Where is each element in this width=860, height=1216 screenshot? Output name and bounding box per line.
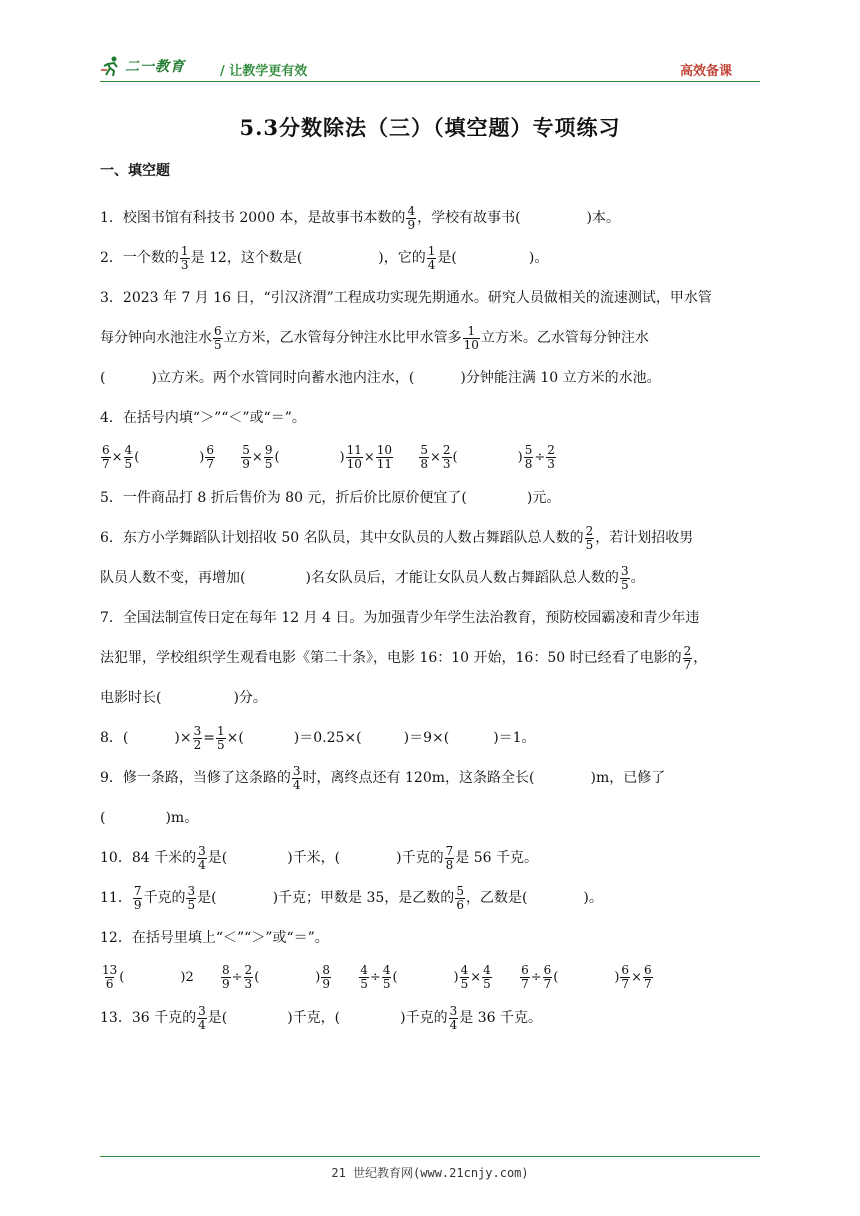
question-text: )分。 [233,690,267,706]
question-text: ，若计划招收男 [595,530,694,546]
brand-name: 二一教育 [125,59,185,75]
numerator: 8 [322,963,330,977]
numerator: 6 [214,323,222,338]
denominator: 7 [683,657,692,672]
question-text: )名女队员后，才能让女队员人数占舞蹈队总人数的 [305,570,619,586]
denominator: 9 [407,217,416,232]
numerator: 4 [407,203,416,218]
question-text: × [631,970,642,985]
fraction [460,964,470,991]
question-text: ) [180,970,186,985]
numerator: 3 [187,883,196,898]
numerator: 4 [382,963,391,977]
numerator: 2 [442,443,451,457]
denominator: 4 [292,777,301,792]
page-title: 5.3分数除法（三）（填空题）专项练习 [239,115,621,140]
question-text: )分钟能注满 10 立方米的水池。 [460,370,661,386]
numerator: 5 [456,883,464,898]
fraction [221,964,231,991]
question-text: 5．一件商品打 8 折后售价为 80 元，折后价比原价便宜了( [100,490,467,506]
numerator: 9 [264,443,273,457]
numerator: 3 [198,843,206,858]
numerator: 6 [643,963,652,977]
numerator: 7 [445,843,454,858]
fraction [101,964,118,991]
question-text: 立方米。乙水管每分钟注水 [480,330,649,346]
question-text: )千克；甲数是 35，是乙数的 [272,890,455,906]
question-text: ( [553,970,559,985]
page-header [100,52,760,82]
denominator: 8 [524,457,533,471]
brand-logo [100,54,185,78]
numerator: 6 [206,443,214,457]
numerator: 4 [460,963,469,977]
fraction [520,964,530,991]
fraction [216,725,226,752]
question-text: 8．( [100,730,129,746]
fraction [524,444,534,471]
header-tag: 高效备课 [679,64,732,79]
denominator: 9 [322,977,330,991]
question-1 [100,198,765,238]
fraction [197,1005,207,1032]
question-5 [100,478,765,518]
question-text: × [363,450,375,465]
numerator: 3 [620,563,629,578]
fraction [442,444,452,471]
numerator: 3 [193,723,202,738]
footer-divider [100,1156,760,1157]
denominator: 10 [346,457,362,471]
question-text: )千米，( [287,850,341,866]
numerator: 7 [133,883,142,898]
question-text: 是( [207,850,228,866]
question-text: 。 [630,570,645,586]
numerator: 4 [483,963,491,977]
denominator: 6 [456,897,464,912]
numerator: 4 [124,443,133,457]
denominator: 5 [382,977,391,991]
denominator: 4 [198,857,206,872]
fraction [585,525,595,552]
fraction [683,645,693,672]
fraction [205,444,215,471]
numerator: 3 [449,1003,458,1018]
question-text: 1．校图书馆有科技书 2000 本，是故事书本数的 [100,210,406,226]
question-text: )m，已修了 [590,770,666,786]
fraction [643,964,653,991]
denominator: 9 [222,977,230,991]
denominator: 7 [206,457,214,471]
denominator: 9 [242,457,250,471]
question-text: 2 [185,970,194,985]
denominator: 8 [445,857,454,872]
numerator: 6 [521,963,529,977]
denominator: 7 [643,977,652,991]
numerator: 1 [467,323,476,338]
question-8 [100,718,765,758]
runner-logo-icon [100,55,122,77]
question-text: ，乙数是( [465,890,528,906]
question-text: ，学校有故事书( [417,210,521,226]
denominator: 5 [264,457,273,471]
question-text: ( [119,970,125,985]
fraction [419,444,429,471]
denominator: 5 [483,977,491,991]
fraction [213,325,223,352]
question-7: 7．全国法制宣传日定在每年 12 月 4 日。为加强青少年学生法治教育，预防校园霸凌和青少年违 法犯罪，学校组织学生观看电影《第二十条》，电影 16：10 开始，16：50 时已经看了电影的 $\frac{2}{7}$ ， 电影时长( )分。 [100,610,708,706]
question-text: ) [517,450,523,465]
numerator: 2 [585,523,594,538]
fraction [455,885,465,912]
question-4: 4．在括号内填“＞”“＜”或“＝”。 $\frac{6}{7}$ × $\frac{4}{5}$ ( ) $\frac{6}{7}$ $\frac{5}{9}$ × $\frac{9}{5}$ ( ) $\frac{11}{10}$ × $\frac{10}{11}$ $\frac{5}{8}$ × $\frac{2}{3}$ ( ) $\frac{5}{8}$ ÷ $\frac{2}{3}$ [100,410,555,471]
fraction [620,565,630,592]
question-text: )千克，( [287,1010,341,1026]
numerator: 11 [346,443,362,457]
section-heading: 一、填空题 [100,163,170,179]
numerator: 13 [102,963,118,977]
question-text: 每分钟向水池注水 [100,330,212,346]
numerator: 2 [683,643,692,658]
question-9 [100,758,765,838]
question-text: )。 [583,890,603,906]
denominator: 8 [420,457,428,471]
question-text: ( [274,450,280,465]
fraction [449,1005,459,1032]
question-text: 队员人数不变，再增加( [100,570,246,586]
question-10 [100,838,765,878]
footer-text: 21 世纪教育网(www.21cnjy.com) [331,1166,529,1180]
fraction [180,245,190,272]
numerator: 5 [420,443,428,457]
question-text: ( [254,970,260,985]
question-text: 千克的 [143,890,186,906]
question-text: ÷ [369,970,381,985]
denominator: 3 [547,457,555,471]
question-text: )。 [528,250,549,266]
fraction [321,964,331,991]
fraction [463,325,480,352]
question-text: ) [315,970,321,985]
question-12: 12．在括号里填上“＜”“＞”或“＝”。 $\frac{13}{6}$ ( )2 $\frac{8}{9}$ ÷ $\frac{2}{3}$ ( ) $\frac{8}{9}$ $\frac{4}{5}$ ÷ $\frac{4}{5}$ ( ) $\frac{4}{5}$ × $\frac{4}{5}$ $\frac{6}{7}$ ÷ $\frac{6}{7}$ ( ) $\frac{6}{7}$ × $\frac{6}{7}$ [100,930,652,991]
denominator: 7 [621,977,630,991]
denominator: 5 [124,457,133,471]
question-text: ÷ [530,970,542,985]
fraction [543,964,553,991]
fraction [264,444,274,471]
question-3: 3．2023 年 7 月 16 日，“引汉济渭”工程成功实现先期通水。研究人员做相关的流速测试，甲水管 每分钟向水池注水 $\frac{6}{5}$ 立方米，乙水管每分钟注水比甲水管多 $\frac{1}{10}$ 立方米。乙水管每分钟注水 ( )立方米。两个水管同时向蓄水池内注水，( )分钟能注满 10 立方米的水池。 [100,290,712,386]
numerator: 4 [360,963,368,977]
denominator: 3 [244,977,253,991]
numerator: 2 [547,443,555,457]
question-text: × [251,450,263,465]
question-text: )立方米。两个水管同时向蓄水池内注水，( [151,370,415,386]
question-text: 是( [207,1010,228,1026]
fraction [445,845,455,872]
denominator: 5 [214,337,222,352]
question-text: 是 12，这个数是( [190,250,303,266]
numerator: 1 [427,243,436,258]
question-text: )本。 [586,210,621,226]
question-text: 是 56 千克。 [455,850,538,866]
question-2 [100,238,765,278]
fraction [133,885,143,912]
question-text: )＝9×( [403,730,450,746]
numerator: 3 [292,763,301,778]
question-text: 11． [100,890,132,906]
fraction [482,964,492,991]
question-text: )千克的 [396,850,444,866]
fraction [359,964,369,991]
question-text: ( [100,370,106,386]
question-text: 法犯罪，学校组织学生观看电影《第二十条》，电影 16：10 开始，16：50 时已经看了电影的 [100,650,682,666]
denominator: 4 [198,1017,206,1032]
denominator: 2 [193,737,202,752]
fraction [427,245,437,272]
fraction [382,964,392,991]
header-divider [100,81,760,82]
denominator: 7 [543,977,552,991]
numerator: 6 [621,963,630,977]
question-text: 9．修一条路，当修了这条路的 [100,770,291,786]
denominator: 5 [360,977,368,991]
fraction [124,444,134,471]
denominator: 7 [102,457,110,471]
fraction [186,885,196,912]
denominator: 10 [463,337,479,352]
fraction [406,205,416,232]
fraction [193,725,203,752]
question-text: 是 36 千克。 [459,1010,542,1026]
question-text: ×( [226,730,244,746]
question-text: 6．东方小学舞蹈队计划招收 50 名队员，其中女队员的人数占舞蹈队总人数的 [100,530,584,546]
question-text: )× [174,730,192,746]
question-text: × [470,970,482,985]
question-text: ( [392,970,398,985]
denominator: 3 [442,457,451,471]
question-text: ) [339,450,345,465]
fraction [346,444,363,471]
question-text: 是( [197,890,217,906]
question-text: = [203,730,215,746]
numerator: 1 [180,243,189,258]
numerator: 6 [102,443,110,457]
question-text: 2．一个数的 [100,250,179,266]
question-text: × [111,450,123,465]
question-text: ) [614,970,620,985]
question-text: 时，离终点还有 120m，这条路全长( [302,770,535,786]
question-text: ÷ [231,970,243,985]
numerator: 5 [242,443,250,457]
numerator: 5 [524,443,533,457]
numerator: 1 [216,723,225,738]
fraction [244,964,254,991]
numerator: 3 [198,1003,206,1018]
fraction [620,964,630,991]
fraction [376,444,393,471]
question-text: )＝0.25×( [293,730,362,746]
numerator: 10 [376,443,393,457]
fraction [241,444,251,471]
question-text: )千克的 [400,1010,448,1026]
question-text: ÷ [534,450,546,465]
question-13 [100,998,765,1038]
question-text: ， [693,650,708,666]
denominator: 5 [460,977,469,991]
question-text: ) [199,450,205,465]
question-6 [100,518,765,598]
question-text: ( [134,450,140,465]
denominator: 6 [105,977,114,991]
fraction [197,845,207,872]
question-text: )元。 [526,490,561,506]
question-text: 电影时长( [100,690,162,706]
denominator: 11 [376,457,393,471]
denominator: 4 [449,1017,458,1032]
denominator: 4 [427,257,436,272]
question-text: 立方米，乙水管每分钟注水比甲水管多 [223,330,462,346]
denominator: 5 [187,897,196,912]
question-text: ( [452,450,458,465]
fraction [546,444,556,471]
question-text: 是( [437,250,457,266]
question-text: )＝1。 [493,730,536,746]
numerator: 8 [222,963,230,977]
question-text: )，它的 [378,250,426,266]
denominator: 3 [180,257,189,272]
question-text: )m。 [165,810,199,826]
denominator: 5 [216,737,225,752]
question-text: × [430,450,441,465]
question-text: ( [100,810,106,826]
slogan: / 让教学更有效 [220,64,308,79]
question-text: 13．36 千克的 [100,1010,197,1026]
question-text: ) [453,970,459,985]
denominator: 5 [585,537,594,552]
fraction [101,444,111,471]
fraction [292,765,302,792]
question-list [100,160,765,1038]
question-text: 10．84 千米的 [100,850,197,866]
denominator: 7 [521,977,529,991]
question-11 [100,878,765,918]
denominator: 5 [620,577,629,592]
numerator: 6 [543,963,552,977]
numerator: 2 [244,963,253,977]
denominator: 9 [133,897,142,912]
